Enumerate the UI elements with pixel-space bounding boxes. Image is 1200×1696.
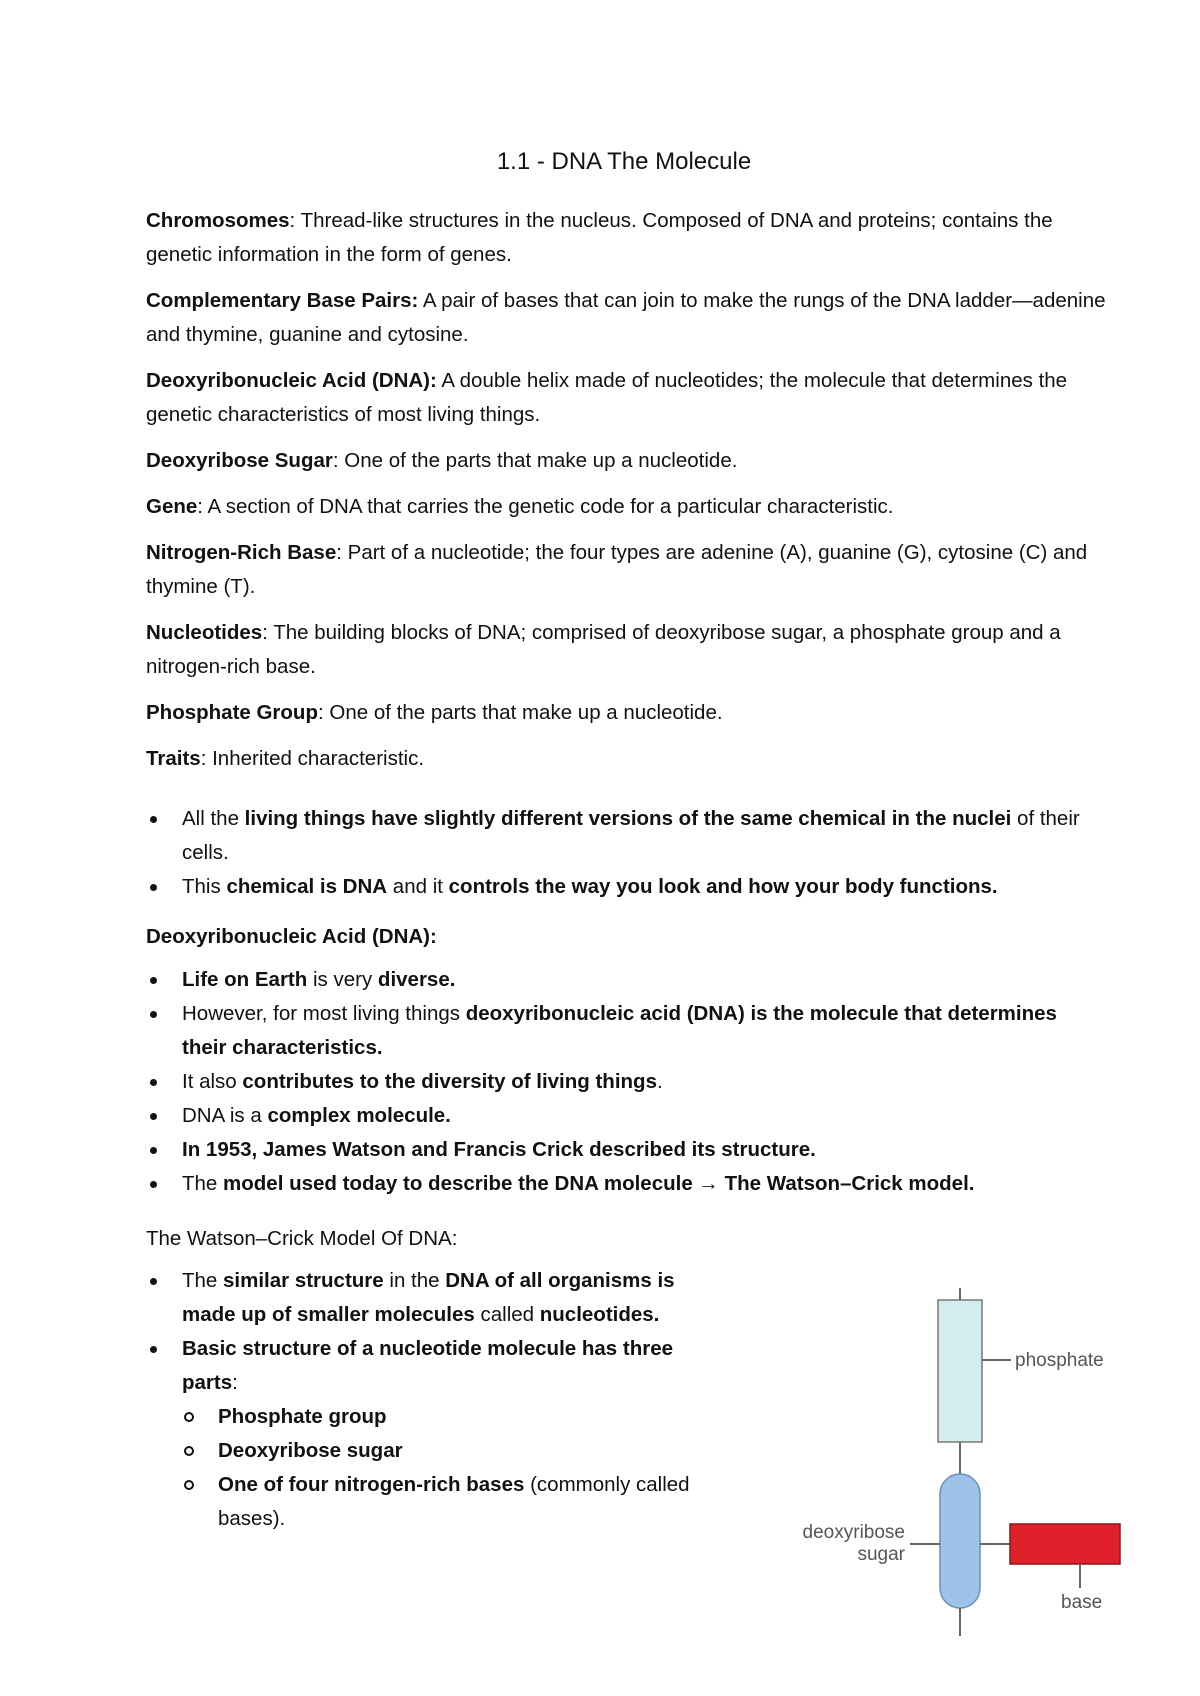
phosphate-shape xyxy=(938,1300,982,1442)
circle-bullet-icon xyxy=(184,1480,194,1490)
list-item: All the living things have slightly different versions of the same chemical in the nuclei of their cells. xyxy=(146,802,1106,870)
section-heading-model: The Watson–Crick Model Of DNA: xyxy=(146,1227,458,1250)
bullet-icon xyxy=(150,1113,157,1120)
circle-bullet-icon xyxy=(184,1412,194,1422)
definition-text: A double helix made of nucleotides; the molecule that determines the genetic characteristics of most living things. xyxy=(146,369,1068,426)
list-item: However, for most living things deoxyribonucleic acid (DNA) is the molecule that determines their characteristics. xyxy=(146,997,1106,1065)
nucleotide-diagram xyxy=(765,1288,1165,1648)
definition-traits: Traits: Inherited characteristic. xyxy=(146,747,425,770)
list-item: Life on Earth is very diverse. xyxy=(146,963,1106,997)
definition-term: Deoxyribonucleic Acid (DNA): xyxy=(146,369,437,392)
list-item: It also contributes to the diversity of living things. xyxy=(146,1065,1106,1099)
list-item: The model used today to describe the DNA molecule → The Watson–Crick model. xyxy=(146,1167,1106,1201)
base-shape xyxy=(1010,1524,1120,1564)
bullet-icon xyxy=(150,977,157,984)
sub-list-item: Phosphate group xyxy=(146,1400,726,1434)
definitions-list xyxy=(146,204,1106,788)
page-title: 1.1 - DNA The Molecule xyxy=(496,148,752,175)
sugar-label-line1: deoxyribose xyxy=(802,1522,905,1543)
dna-bullets xyxy=(146,963,1106,1201)
definition-text: Thread-like structures in the nucleus. Composed of DNA and proteins; contains the genetic information in the form of genes. xyxy=(146,209,1053,266)
definition-text: One of the parts that make up a nucleotide. xyxy=(344,449,738,472)
definition-complementary-base-pairs xyxy=(146,284,1106,352)
definition-term: Gene xyxy=(146,495,198,518)
list-item: Basic structure of a nucleotide molecule has three parts: xyxy=(146,1332,726,1400)
sugar-label-line2: sugar xyxy=(857,1544,905,1565)
bullet-icon xyxy=(150,1147,157,1154)
definition-term: Phosphate Group xyxy=(146,701,318,724)
definition-phosphate-group: Phosphate Group: One of the parts that make up a nucleotide. xyxy=(146,701,723,724)
definition-text: A section of DNA that carries the genetic code for a particular characteristic. xyxy=(207,495,894,518)
definition-text: The building blocks of DNA; comprised of deoxyribose sugar, a phosphate group and a nitrogen-rich base. xyxy=(146,621,1061,678)
bullet-icon xyxy=(150,1079,157,1086)
definition-term: Complementary Base Pairs: xyxy=(146,289,419,312)
circle-bullet-icon xyxy=(184,1446,194,1456)
sub-list-item: Deoxyribose sugar xyxy=(146,1434,726,1468)
bullet-icon xyxy=(150,1181,157,1188)
list-item: In 1953, James Watson and Francis Crick described its structure. xyxy=(146,1133,1106,1167)
intro-bullets xyxy=(146,802,1106,904)
model-bullets xyxy=(146,1264,726,1536)
definition-nucleotides: Nucleotides: The building blocks of DNA; comprised of deoxyribose sugar, a phosphate group and a nitrogen-rich base. xyxy=(146,621,1061,678)
definition-dna xyxy=(146,364,1106,432)
definition-text: A pair of bases that can join to make the rungs of the DNA ladder—adenine and thymine, guanine and cytosine. xyxy=(146,289,1106,346)
definition-nitrogen-rich-base: Nitrogen-Rich Base: Part of a nucleotide; the four types are adenine (A), guanine (G), cytosine (C) and thymine (T). xyxy=(146,541,1088,598)
list-item: This chemical is DNA and it controls the way you look and how your body functions. xyxy=(146,870,1106,904)
definition-text: Inherited characteristic. xyxy=(212,747,425,770)
deoxyribose-sugar-shape xyxy=(940,1474,980,1608)
section-heading-dna: Deoxyribonucleic Acid (DNA): xyxy=(146,925,437,948)
definition-term: Nucleotides xyxy=(146,621,263,644)
base-label: base xyxy=(1061,1592,1103,1613)
bullet-icon xyxy=(150,1346,157,1353)
list-item: The similar structure in the DNA of all organisms is made up of smaller molecules called nucleotides. xyxy=(146,1264,726,1332)
bullet-icon xyxy=(150,884,157,891)
definition-chromosomes: Chromosomes: Thread-like structures in the nucleus. Composed of DNA and proteins; contains the genetic information in the form of genes. xyxy=(146,209,1053,266)
list-item: DNA is a complex molecule. xyxy=(146,1099,1106,1133)
definition-term: Nitrogen-Rich Base xyxy=(146,541,337,564)
definition-term: Chromosomes xyxy=(146,209,290,232)
definition-gene: Gene: A section of DNA that carries the genetic code for a particular characteristic. xyxy=(146,495,894,518)
phosphate-label: phosphate xyxy=(1015,1350,1104,1371)
bullet-icon xyxy=(150,1278,157,1285)
bullet-icon xyxy=(150,1011,157,1018)
definition-term: Traits xyxy=(146,747,201,770)
bullet-icon xyxy=(150,816,157,823)
definition-term: Deoxyribose Sugar xyxy=(146,449,333,472)
definition-text: Part of a nucleotide; the four types are adenine (A), guanine (G), cytosine (C) and thymine (T). xyxy=(146,541,1088,598)
sub-list-item: One of four nitrogen-rich bases (commonly called bases). xyxy=(146,1468,726,1536)
definition-deoxyribose-sugar: Deoxyribose Sugar: One of the parts that make up a nucleotide. xyxy=(146,449,738,472)
definition-text: One of the parts that make up a nucleotide. xyxy=(329,701,723,724)
